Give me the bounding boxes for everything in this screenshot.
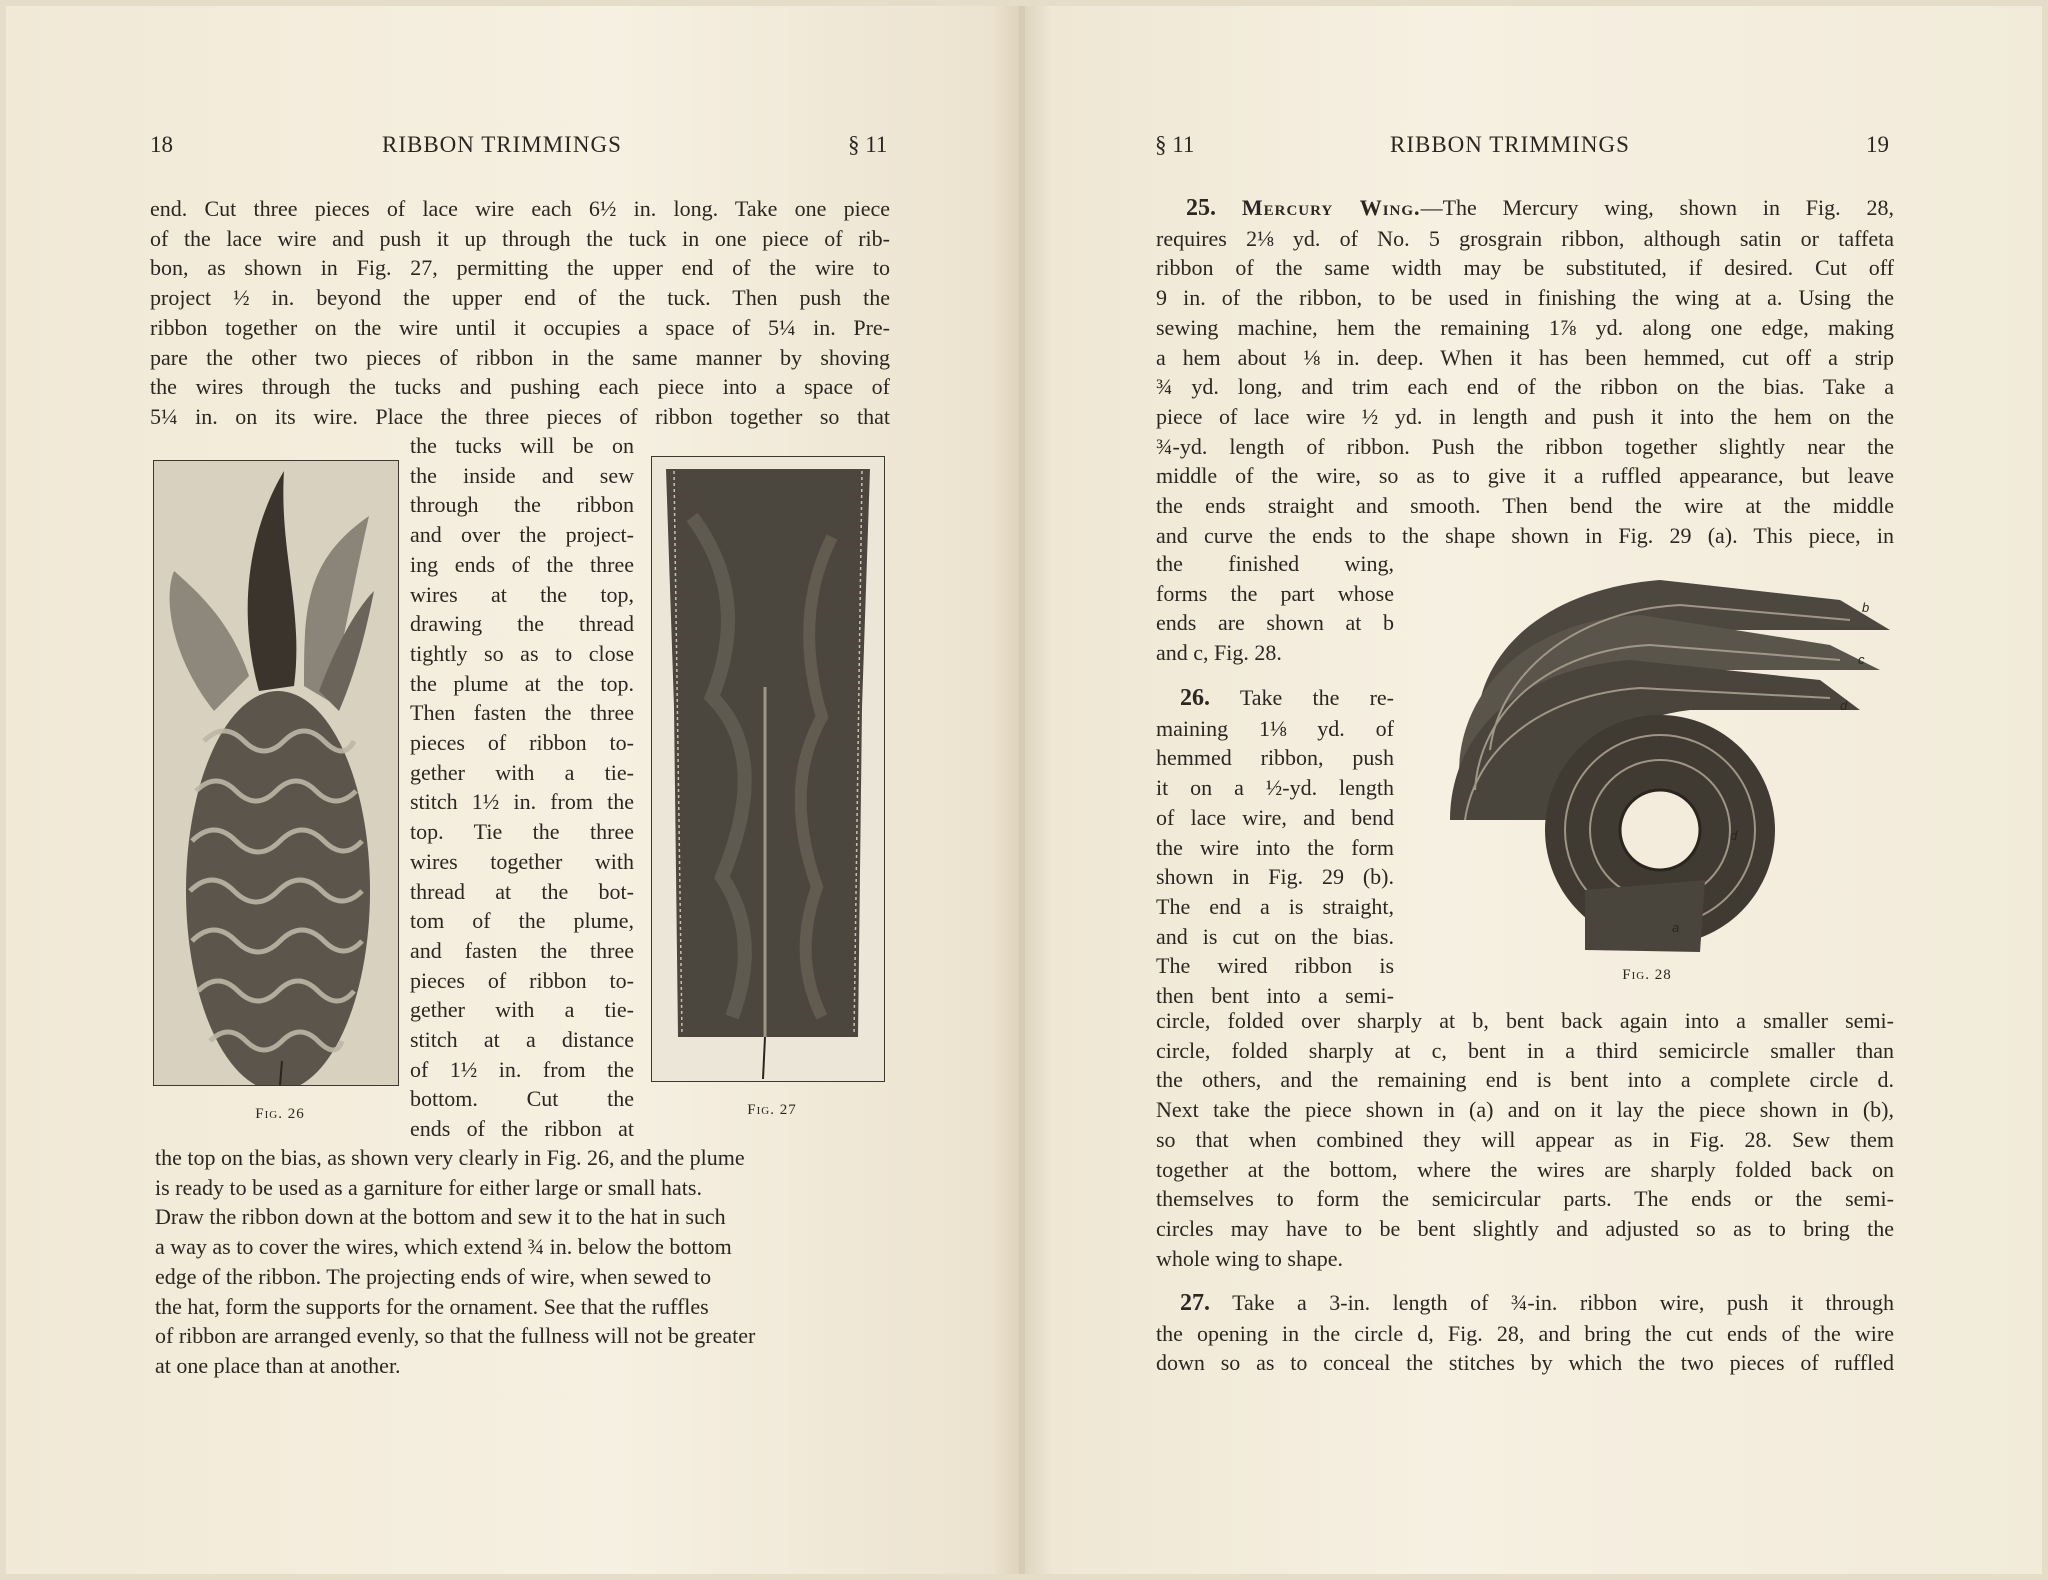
text-line: 5¼ in. on its wire. Place the three pieces of ribbon together so that — [150, 403, 890, 429]
book-gutter — [1019, 6, 1025, 1574]
text-line: wires at the top, — [410, 581, 634, 607]
text-line — [1156, 193, 1894, 224]
left-running-head: RIBBON TRIMMINGS — [382, 132, 622, 157]
text-line: it on a ½-yd. length — [1156, 775, 1394, 801]
text-line: of ribbon are arranged evenly, so that the fullness will not be greater — [155, 1323, 756, 1349]
fig-28-mark-d-upper: d — [1840, 698, 1848, 713]
text-line: then bent into a semi- — [1156, 983, 1394, 1009]
text-line: requires 2⅛ yd. of No. 5 grosgrain ribbon, although satin or taffeta — [1156, 225, 1894, 251]
text-line: at one place than at another. — [155, 1352, 401, 1378]
para-27-number: 27. — [1180, 1290, 1210, 1316]
fig-28-mark-a: a — [1672, 920, 1680, 935]
text-line: top. Tie the three — [410, 819, 634, 845]
text-line: drawing the thread — [410, 611, 634, 637]
left-section-mark: § 11 — [848, 132, 888, 157]
text-line: and fasten the three — [410, 937, 634, 963]
text-line: ribbon of the same width may be substituted, if desired. Cut off — [1156, 255, 1894, 281]
left-bottom-paragraph — [155, 1143, 893, 1381]
text-line: the tucks will be on — [410, 433, 634, 458]
text-line: the plume at the top. — [410, 670, 634, 696]
text-line: the wire into the form — [1156, 834, 1394, 860]
paragraph-26-continued — [1156, 1006, 1894, 1273]
text-line: down so as to conceal the stitches by which the two pieces of ruffled — [1156, 1350, 1894, 1376]
text-line — [1156, 683, 1394, 714]
text-line: circles may have to be bent slightly and adjusted so as to bring the — [1156, 1215, 1894, 1241]
text-line: piece of lace wire ½ yd. in length and push it into the hem on the — [1156, 403, 1894, 429]
text-line: circle, folded over sharply at b, bent back again into a smaller semi- — [1156, 1008, 1894, 1033]
right-column-text-a — [1156, 549, 1394, 668]
text-line: tightly so as to close — [410, 640, 634, 666]
text-line: ¾-yd. length of ribbon. Push the ribbon together slightly near the — [1156, 433, 1894, 459]
para-25-number: 25. — [1186, 195, 1216, 221]
paragraph-26 — [1156, 683, 1394, 1011]
text-line: Take a 3-in. length of ¾-in. ribbon wire, push it through — [1232, 1290, 1894, 1315]
text-line: bottom. Cut the — [410, 1086, 634, 1112]
text-line: so that when combined they will appear as in Fig. 28. Sew them — [1156, 1126, 1894, 1152]
text-line: of lace wire, and bend — [1156, 804, 1394, 830]
text-line: circle, folded sharply at c, bent in a third semicircle smaller than — [1156, 1037, 1894, 1063]
fig-26-caption: Fig. 26 — [255, 1106, 305, 1122]
fig-28-mark-d: d — [1730, 828, 1738, 843]
left-column-text — [410, 431, 634, 1144]
text-line: the finished wing, — [1156, 551, 1394, 576]
plume-illustration — [154, 461, 398, 1085]
text-line: edge of the ribbon. The projecting ends of wire, when sewed to — [155, 1263, 712, 1289]
text-line: the wires through the tucks and pushing each piece into a space of — [150, 374, 890, 400]
text-line: stitch at a distance — [410, 1027, 634, 1053]
text-line: gether with a tie- — [410, 997, 634, 1023]
text-line: The end a is straight, — [1156, 893, 1394, 919]
right-running-head: RIBBON TRIMMINGS — [1390, 132, 1630, 157]
paragraph-27 — [1156, 1288, 1894, 1378]
text-line: —The Mercury wing, shown in Fig. 28, — [1420, 195, 1895, 220]
text-line: and is cut on the bias. — [1156, 923, 1394, 949]
text-line: together at the bottom, where the wires are sharply folded back on — [1156, 1156, 1894, 1182]
text-line: the inside and sew — [410, 462, 634, 488]
text-line: a hem about ⅛ in. deep. When it has been hemmed, cut off a strip — [1156, 344, 1894, 370]
text-line: The wired ribbon is — [1156, 953, 1394, 979]
text-line: Next take the piece shown in (a) and on it lay the piece shown in (b), — [1156, 1097, 1894, 1123]
text-line: gether with a tie- — [410, 759, 634, 785]
text-line: whole wing to shape. — [1156, 1245, 1343, 1271]
paragraph-25 — [1156, 193, 1894, 550]
text-line: through the ribbon — [410, 492, 634, 518]
text-line: thread at the bot- — [410, 878, 634, 904]
text-line: a way as to cover the wires, which extend ¾ in. below the bottom — [155, 1234, 732, 1260]
text-line: Then fasten the three — [410, 700, 634, 726]
text-line: stitch 1½ in. from the — [410, 789, 634, 815]
fig-27-ribbon-photo — [651, 456, 885, 1082]
text-line: middle of the wire, so as to give it a ruffled appearance, but leave — [1156, 463, 1894, 489]
text-line: ends of the ribbon at — [410, 1116, 634, 1142]
fig-28-mark-c: c — [1858, 652, 1865, 667]
text-line: the opening in the circle d, Fig. 28, and bring the cut ends of the wire — [1156, 1320, 1894, 1346]
text-line: hemmed ribbon, push — [1156, 745, 1394, 771]
mercury-wing-illustration — [1420, 560, 1896, 960]
left-page-number: 18 — [150, 132, 173, 157]
text-line: wires together with — [410, 848, 634, 874]
para-26-number: 26. — [1180, 685, 1210, 711]
fig-28-mark-b: b — [1862, 600, 1870, 615]
text-line: maining 1⅛ yd. of — [1156, 715, 1394, 741]
text-line: and over the project- — [410, 522, 634, 548]
text-line: themselves to form the semicircular parts. The ends or the semi- — [1156, 1186, 1894, 1212]
para-25-title: Mercury Wing. — [1241, 195, 1421, 220]
fig-28-mercury-wing — [1420, 560, 1896, 960]
text-line: forms the part whose — [1156, 580, 1394, 606]
right-page-number: 19 — [1866, 132, 1889, 157]
text-line: ribbon together on the wire until it occupies a space of 5¼ in. Pre- — [150, 314, 890, 340]
text-line: the top on the bias, as shown very clearly in Fig. 26, and the plume — [155, 1145, 745, 1170]
text-line: Take the re- — [1239, 685, 1394, 710]
fig-28-caption: Fig. 28 — [1622, 967, 1672, 983]
ribbon-illustration — [652, 457, 884, 1081]
left-top-paragraph — [150, 194, 890, 432]
text-line: pieces of ribbon to- — [410, 967, 634, 993]
text-line: ends are shown at b — [1156, 610, 1394, 636]
text-line: and curve the ends to the shape shown in Fig. 29 (a). This piece, in — [1156, 522, 1894, 548]
text-line: the hat, form the supports for the ornament. See that the ruffles — [155, 1293, 709, 1319]
text-line: ing ends of the three — [410, 551, 634, 577]
text-line: ¾ yd. long, and trim each end of the ribbon on the bias. Take a — [1156, 374, 1894, 400]
text-line: pieces of ribbon to- — [410, 730, 634, 756]
text-line: project ½ in. beyond the upper end of the tuck. Then push the — [150, 285, 890, 311]
fig-27-caption: Fig. 27 — [747, 1102, 797, 1118]
text-line: of the lace wire and push it up through the tuck in one piece of rib- — [150, 225, 890, 251]
text-line: Draw the ribbon down at the bottom and sew it to the hat in such — [155, 1204, 726, 1230]
text-line: sewing machine, hem the remaining 1⅞ yd. along one edge, making — [1156, 314, 1894, 340]
text-line: of 1½ in. from the — [410, 1056, 634, 1082]
text-line: tom of the plume, — [410, 908, 634, 934]
right-section-mark: § 11 — [1155, 132, 1195, 157]
text-line: the ends straight and smooth. Then bend the wire at the middle — [1156, 493, 1894, 519]
text-line: and c, Fig. 28. — [1156, 640, 1282, 666]
text-line: the others, and the remaining end is bent into a complete circle d. — [1156, 1067, 1894, 1093]
text-line: pare the other two pieces of ribbon in the same manner by shoving — [150, 344, 890, 370]
text-line — [1156, 1288, 1894, 1319]
text-line: bon, as shown in Fig. 27, permitting the upper end of the wire to — [150, 255, 890, 281]
text-line: is ready to be used as a garniture for either large or small hats. — [155, 1174, 702, 1200]
text-line: 9 in. of the ribbon, to be used in finishing the wing at a. Using the — [1156, 285, 1894, 311]
fig-26-plume-photo — [153, 460, 399, 1086]
text-line: shown in Fig. 29 (b). — [1156, 864, 1394, 890]
text-line: end. Cut three pieces of lace wire each 6½ in. long. Take one piece — [150, 196, 890, 221]
